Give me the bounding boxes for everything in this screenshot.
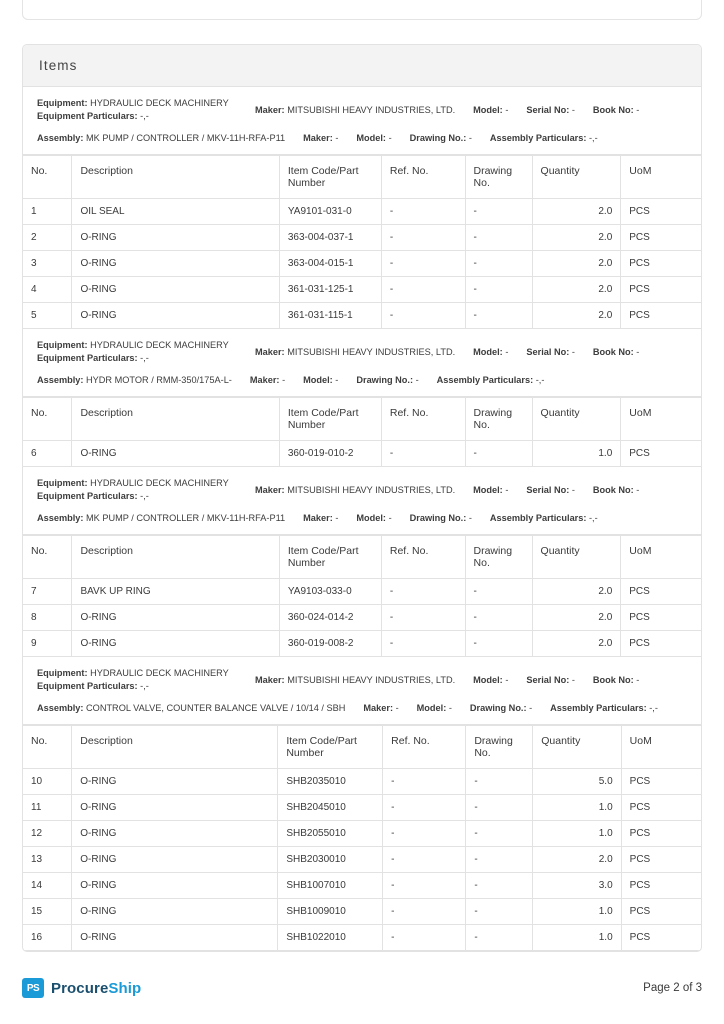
assembly-maker-label: Maker:	[249, 374, 280, 385]
cell-uom: PCS	[621, 303, 701, 329]
cell-item-code: 360-019-010-2	[279, 441, 381, 467]
cell-no: 7	[23, 579, 72, 605]
assembly-particulars-value: -,-	[588, 132, 598, 143]
maker-info	[255, 104, 657, 117]
equipment-label: Equipment:	[37, 478, 88, 489]
assembly-drawing-no-value: -	[529, 702, 533, 713]
cell-quantity: 1.0	[533, 795, 621, 821]
column-header-quantity: Quantity	[533, 726, 621, 769]
items-table	[23, 535, 701, 657]
table-row	[23, 631, 701, 657]
cell-uom: PCS	[621, 795, 701, 821]
cell-uom: PCS	[621, 579, 701, 605]
assembly-info	[37, 132, 687, 145]
cell-no: 9	[23, 631, 72, 657]
cell-quantity: 2.0	[532, 303, 621, 329]
cell-drawing-no: -	[466, 821, 533, 847]
cell-quantity: 2.0	[532, 631, 621, 657]
cell-drawing-no: -	[465, 441, 532, 467]
cell-quantity: 2.0	[532, 579, 621, 605]
assembly-drawing-no-label: Drawing No.:	[356, 374, 414, 385]
table-header-row	[23, 398, 701, 441]
assembly-drawing-no-label: Drawing No.:	[409, 132, 467, 143]
column-header-description: Description	[72, 398, 279, 441]
column-header-drawing-no: Drawing No.	[465, 536, 532, 579]
table-header-row	[23, 156, 701, 199]
cell-quantity: 2.0	[532, 251, 621, 277]
column-header-item-code: Item Code/Part Number	[279, 156, 381, 199]
cell-drawing-no: -	[465, 199, 532, 225]
cell-uom: PCS	[621, 199, 701, 225]
cell-item-code: YA9103-033-0	[279, 579, 381, 605]
assembly-drawing-no-label: Drawing No.:	[409, 512, 467, 523]
cell-ref-no: -	[381, 251, 465, 277]
assembly-model-value: -	[388, 512, 392, 523]
model-value: -	[505, 674, 509, 685]
assembly-particulars-label: Assembly Particulars:	[489, 512, 587, 523]
cell-description: BAVK UP RING	[72, 579, 279, 605]
cell-ref-no: -	[383, 925, 466, 951]
cell-drawing-no: -	[465, 631, 532, 657]
cell-drawing-no: -	[465, 277, 532, 303]
cell-item-code: 363-004-015-1	[279, 251, 381, 277]
cell-no: 14	[23, 873, 72, 899]
table-row	[23, 873, 701, 899]
maker-label: Maker:	[255, 674, 285, 685]
table-row	[23, 769, 701, 795]
table-row	[23, 795, 701, 821]
book-no-label: Book No:	[592, 346, 634, 357]
cell-uom: PCS	[621, 441, 701, 467]
equipment-particulars-value: -,-	[140, 681, 149, 692]
cell-item-code: SHB2030010	[278, 847, 383, 873]
book-no-value: -	[636, 104, 640, 115]
cell-item-code: 361-031-115-1	[279, 303, 381, 329]
cell-item-code: SHB1009010	[278, 899, 383, 925]
assembly-label: Assembly:	[37, 512, 84, 523]
cell-ref-no: -	[381, 277, 465, 303]
book-no-value: -	[636, 346, 640, 357]
cell-description: O-RING	[72, 303, 279, 329]
cell-drawing-no: -	[465, 251, 532, 277]
brand-name-light: Ship	[108, 979, 142, 997]
cell-description: O-RING	[72, 277, 279, 303]
cell-quantity: 2.0	[532, 199, 621, 225]
model-value: -	[505, 104, 509, 115]
cell-item-code: 361-031-125-1	[279, 277, 381, 303]
cell-drawing-no: -	[466, 769, 533, 795]
equipment-meta	[23, 329, 701, 397]
item-group	[23, 467, 701, 657]
cell-ref-no: -	[381, 579, 465, 605]
equipment-label: Equipment:	[37, 340, 88, 351]
column-header-uom: UoM	[621, 156, 701, 199]
assembly-model-value: -	[335, 374, 339, 385]
model-value: -	[505, 484, 509, 495]
equipment-value: HYDRAULIC DECK MACHINERY	[90, 98, 229, 108]
items-table	[23, 725, 701, 951]
cell-quantity: 2.0	[532, 277, 621, 303]
model-label: Model:	[473, 104, 503, 115]
cell-quantity: 1.0	[533, 821, 621, 847]
assembly-model-label: Model:	[356, 512, 386, 523]
assembly-particulars-label: Assembly Particulars:	[489, 132, 587, 143]
cell-description: O-RING	[72, 631, 279, 657]
cell-description: OIL SEAL	[72, 199, 279, 225]
book-no-label: Book No:	[592, 104, 634, 115]
equipment-particulars-label: Equipment Particulars:	[37, 111, 138, 122]
assembly-particulars-label: Assembly Particulars:	[436, 374, 534, 385]
assembly-maker-label: Maker:	[303, 132, 333, 143]
assembly-maker-label: Maker:	[363, 702, 394, 713]
assembly-value: HYDR MOTOR / RMM-350/175A-L-	[86, 374, 232, 385]
equipment-label: Equipment:	[37, 668, 88, 679]
cell-ref-no: -	[383, 847, 466, 873]
maker-label: Maker:	[255, 104, 285, 115]
table-row	[23, 199, 701, 225]
cell-ref-no: -	[381, 199, 465, 225]
book-no-label: Book No:	[592, 674, 634, 685]
cell-description: O-RING	[72, 847, 278, 873]
equipment-info	[37, 339, 255, 366]
column-header-drawing-no: Drawing No.	[465, 156, 532, 199]
item-group	[23, 329, 701, 467]
assembly-maker-value: -	[282, 374, 286, 385]
cell-uom: PCS	[621, 769, 701, 795]
assembly-model-value: -	[448, 702, 452, 713]
cell-drawing-no: -	[466, 873, 533, 899]
cell-ref-no: -	[381, 605, 465, 631]
maker-value: MITSUBISHI HEAVY INDUSTRIES, LTD.	[287, 484, 456, 495]
equipment-value: HYDRAULIC DECK MACHINERY	[90, 668, 229, 679]
equipment-info	[37, 97, 255, 124]
cell-ref-no: -	[381, 303, 465, 329]
cell-no: 13	[23, 847, 72, 873]
assembly-particulars-value: -,-	[535, 374, 545, 385]
assembly-label: Assembly:	[37, 702, 84, 713]
cell-item-code: SHB2045010	[278, 795, 383, 821]
cell-no: 2	[23, 225, 72, 251]
cell-description: O-RING	[72, 795, 278, 821]
cell-uom: PCS	[621, 873, 701, 899]
column-header-drawing-no: Drawing No.	[465, 398, 532, 441]
book-no-label: Book No:	[592, 484, 634, 495]
equipment-particulars-label: Equipment Particulars:	[37, 353, 138, 364]
table-row	[23, 821, 701, 847]
brand-name-dark: Procure	[51, 979, 109, 997]
cell-drawing-no: -	[466, 925, 533, 951]
items-card-title: Items	[23, 45, 701, 87]
cell-description: O-RING	[72, 925, 278, 951]
serial-no-value: -	[571, 484, 575, 495]
cell-quantity: 1.0	[533, 925, 621, 951]
column-header-ref-no: Ref. No.	[383, 726, 466, 769]
cell-ref-no: -	[383, 873, 466, 899]
cell-item-code: SHB1007010	[278, 873, 383, 899]
maker-label: Maker:	[255, 346, 285, 357]
item-group	[23, 657, 701, 951]
cell-item-code: 360-019-008-2	[279, 631, 381, 657]
column-header-ref-no: Ref. No.	[381, 156, 465, 199]
cell-no: 11	[23, 795, 72, 821]
serial-no-label: Serial No:	[526, 674, 570, 685]
equipment-meta	[23, 657, 701, 725]
column-header-no: No.	[23, 398, 72, 441]
items-table	[23, 155, 701, 329]
assembly-value: MK PUMP / CONTROLLER / MKV-11H-RFA-P11	[86, 132, 286, 143]
assembly-info	[37, 374, 687, 387]
cell-uom: PCS	[621, 605, 701, 631]
items-card	[22, 44, 702, 952]
maker-info	[255, 674, 657, 687]
serial-no-value: -	[571, 104, 575, 115]
cell-description: O-RING	[72, 821, 278, 847]
cell-no: 1	[23, 199, 72, 225]
maker-info	[255, 346, 657, 359]
brand-name	[51, 980, 141, 997]
cell-ref-no: -	[383, 769, 466, 795]
cell-uom: PCS	[621, 821, 701, 847]
assembly-value: CONTROL VALVE, COUNTER BALANCE VALVE / 10/14 / SBH	[86, 702, 346, 713]
table-row	[23, 251, 701, 277]
equipment-particulars-label: Equipment Particulars:	[37, 681, 138, 692]
cell-uom: PCS	[621, 277, 701, 303]
column-header-uom: UoM	[621, 398, 701, 441]
equipment-particulars-label: Equipment Particulars:	[37, 491, 138, 502]
cell-quantity: 2.0	[532, 605, 621, 631]
table-row	[23, 579, 701, 605]
serial-no-label: Serial No:	[526, 346, 570, 357]
column-header-item-code: Item Code/Part Number	[278, 726, 383, 769]
cell-quantity: 1.0	[533, 899, 621, 925]
cell-no: 10	[23, 769, 72, 795]
cell-item-code: 363-004-037-1	[279, 225, 381, 251]
cell-item-code: SHB2055010	[278, 821, 383, 847]
cell-description: O-RING	[72, 769, 278, 795]
column-header-drawing-no: Drawing No.	[466, 726, 533, 769]
cell-drawing-no: -	[465, 303, 532, 329]
equipment-meta	[23, 467, 701, 535]
assembly-info	[37, 512, 687, 525]
maker-info	[255, 484, 657, 497]
brand-logo	[22, 978, 141, 998]
cell-description: O-RING	[72, 441, 279, 467]
equipment-label: Equipment:	[37, 98, 88, 108]
column-header-no: No.	[23, 156, 72, 199]
table-row	[23, 925, 701, 951]
assembly-info	[37, 702, 687, 715]
assembly-particulars-value: -,-	[588, 512, 598, 523]
column-header-ref-no: Ref. No.	[381, 536, 465, 579]
cell-no: 8	[23, 605, 72, 631]
cell-no: 3	[23, 251, 72, 277]
table-row	[23, 441, 701, 467]
cell-ref-no: -	[383, 795, 466, 821]
maker-label: Maker:	[255, 484, 285, 495]
table-header-row	[23, 536, 701, 579]
cell-quantity: 2.0	[533, 847, 621, 873]
cell-drawing-no: -	[465, 579, 532, 605]
maker-value: MITSUBISHI HEAVY INDUSTRIES, LTD.	[287, 674, 456, 685]
assembly-maker-value: -	[395, 702, 399, 713]
table-row	[23, 277, 701, 303]
cell-item-code: YA9101-031-0	[279, 199, 381, 225]
table-header-row	[23, 726, 701, 769]
items-table	[23, 397, 701, 467]
cell-description: O-RING	[72, 605, 279, 631]
column-header-quantity: Quantity	[532, 398, 621, 441]
column-header-uom: UoM	[621, 536, 701, 579]
assembly-drawing-no-value: -	[468, 512, 472, 523]
column-header-uom: UoM	[621, 726, 701, 769]
cell-no: 12	[23, 821, 72, 847]
assembly-model-label: Model:	[416, 702, 447, 713]
table-row	[23, 899, 701, 925]
cell-description: O-RING	[72, 251, 279, 277]
book-no-value: -	[636, 674, 640, 685]
cell-drawing-no: -	[466, 899, 533, 925]
equipment-meta	[23, 87, 701, 155]
cell-drawing-no: -	[466, 795, 533, 821]
table-row	[23, 225, 701, 251]
equipment-info	[37, 477, 255, 504]
model-label: Model:	[473, 674, 503, 685]
cell-ref-no: -	[383, 821, 466, 847]
equipment-value: HYDRAULIC DECK MACHINERY	[90, 478, 229, 489]
assembly-value: MK PUMP / CONTROLLER / MKV-11H-RFA-P11	[86, 512, 286, 523]
cell-ref-no: -	[381, 631, 465, 657]
cell-quantity: 5.0	[533, 769, 621, 795]
column-header-description: Description	[72, 156, 279, 199]
procureship-logo-icon: PS	[22, 978, 44, 998]
cell-quantity: 3.0	[533, 873, 621, 899]
column-header-no: No.	[23, 536, 72, 579]
serial-no-value: -	[571, 674, 575, 685]
serial-no-value: -	[571, 346, 575, 357]
assembly-maker-value: -	[335, 512, 339, 523]
page-footer	[22, 974, 702, 1002]
cell-ref-no: -	[383, 899, 466, 925]
assembly-model-label: Model:	[356, 132, 386, 143]
equipment-particulars-value: -,-	[140, 491, 149, 502]
cell-item-code: 360-024-014-2	[279, 605, 381, 631]
maker-value: MITSUBISHI HEAVY INDUSTRIES, LTD.	[287, 104, 456, 115]
serial-no-label: Serial No:	[526, 104, 570, 115]
assembly-label: Assembly:	[37, 374, 84, 385]
cell-item-code: SHB1022010	[278, 925, 383, 951]
table-row	[23, 605, 701, 631]
column-header-no: No.	[23, 726, 72, 769]
cell-quantity: 1.0	[532, 441, 621, 467]
assembly-particulars-value: -,-	[649, 702, 658, 713]
model-value: -	[505, 346, 509, 357]
cell-item-code: SHB2035010	[278, 769, 383, 795]
cell-drawing-no: -	[465, 225, 532, 251]
cell-description: O-RING	[72, 873, 278, 899]
cell-uom: PCS	[621, 631, 701, 657]
maker-value: MITSUBISHI HEAVY INDUSTRIES, LTD.	[287, 346, 456, 357]
assembly-label: Assembly:	[37, 132, 84, 143]
cell-no: 15	[23, 899, 72, 925]
cell-uom: PCS	[621, 225, 701, 251]
assembly-drawing-no-value: -	[468, 132, 472, 143]
cell-ref-no: -	[381, 225, 465, 251]
column-header-quantity: Quantity	[532, 536, 621, 579]
column-header-item-code: Item Code/Part Number	[279, 536, 381, 579]
assembly-drawing-no-label: Drawing No.:	[469, 702, 527, 713]
assembly-particulars-label: Assembly Particulars:	[550, 702, 647, 713]
equipment-info	[37, 667, 255, 694]
items-groups	[23, 87, 701, 951]
assembly-maker-value: -	[335, 132, 339, 143]
cell-no: 4	[23, 277, 72, 303]
column-header-ref-no: Ref. No.	[381, 398, 465, 441]
cell-description: O-RING	[72, 899, 278, 925]
cell-ref-no: -	[381, 441, 465, 467]
book-no-value: -	[636, 484, 640, 495]
table-row	[23, 847, 701, 873]
model-label: Model:	[473, 346, 503, 357]
cell-uom: PCS	[621, 251, 701, 277]
cell-drawing-no: -	[465, 605, 532, 631]
cell-no: 6	[23, 441, 72, 467]
cell-no: 16	[23, 925, 72, 951]
assembly-maker-label: Maker:	[303, 512, 333, 523]
cell-uom: PCS	[621, 847, 701, 873]
column-header-description: Description	[72, 726, 278, 769]
equipment-particulars-value: -,-	[140, 353, 149, 364]
cell-uom: PCS	[621, 899, 701, 925]
cell-uom: PCS	[621, 925, 701, 951]
previous-section-card-stub	[22, 0, 702, 20]
column-header-description: Description	[72, 536, 279, 579]
column-header-item-code: Item Code/Part Number	[279, 398, 381, 441]
cell-drawing-no: -	[466, 847, 533, 873]
column-header-quantity: Quantity	[532, 156, 621, 199]
equipment-particulars-value: -,-	[140, 111, 149, 122]
page-number: Page 2 of 3	[643, 982, 702, 994]
equipment-value: HYDRAULIC DECK MACHINERY	[90, 340, 229, 351]
table-row	[23, 303, 701, 329]
assembly-drawing-no-value: -	[415, 374, 419, 385]
cell-description: O-RING	[72, 225, 279, 251]
cell-no: 5	[23, 303, 72, 329]
assembly-model-value: -	[388, 132, 392, 143]
serial-no-label: Serial No:	[526, 484, 570, 495]
item-group	[23, 87, 701, 329]
cell-quantity: 2.0	[532, 225, 621, 251]
model-label: Model:	[473, 484, 503, 495]
assembly-model-label: Model:	[303, 374, 333, 385]
